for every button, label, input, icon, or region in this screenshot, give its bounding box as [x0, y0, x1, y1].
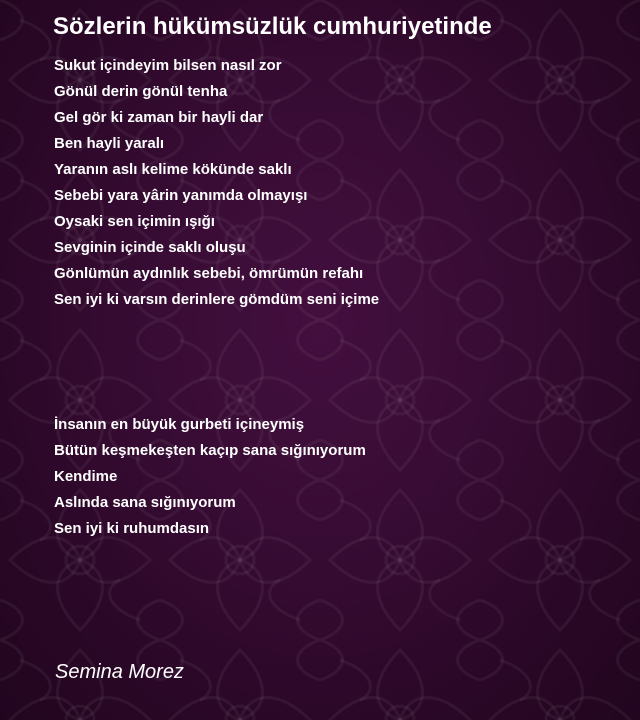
poem-line: Gönlümün aydınlık sebebi, ömrümün refahı	[54, 265, 364, 282]
poem-line: Bütün keşmekeşten kaçıp sana sığınıyorum	[54, 442, 366, 459]
stanza-1	[54, 53, 379, 313]
poem-line: Sevginin içinde saklı oluşu	[54, 239, 246, 256]
poem-title: Sözlerin hükümsüzlük cumhuriyetinde	[53, 13, 492, 40]
poem-line: Sen iyi ki varsın derinlere gömdüm seni içime	[54, 291, 380, 308]
poem-line: Aslında sana sığınıyorum	[54, 494, 236, 511]
poem-line: Sen iyi ki ruhumdasın	[54, 520, 210, 537]
poem-line: İnsanın en büyük gurbeti içineymiş	[54, 416, 305, 433]
poem-line: Sukut içindeyim bilsen nasıl zor	[54, 57, 282, 74]
poem-line: Oysaki sen içimin ışığı	[54, 213, 215, 230]
poem-author: Semina Morez	[55, 661, 184, 683]
poem-line: Gönül derin gönül tenha	[54, 83, 228, 100]
poem-line: Kendime	[54, 468, 118, 485]
poem-line: Sebebi yara yârin yanımda olmayışı	[54, 187, 308, 204]
poem-line: Gel gör ki zaman bir hayli dar	[54, 109, 264, 126]
stanza-2	[54, 412, 366, 542]
poem-line: Yaranın aslı kelime kökünde saklı	[54, 161, 292, 178]
poem-line: Ben hayli yaralı	[54, 135, 165, 152]
